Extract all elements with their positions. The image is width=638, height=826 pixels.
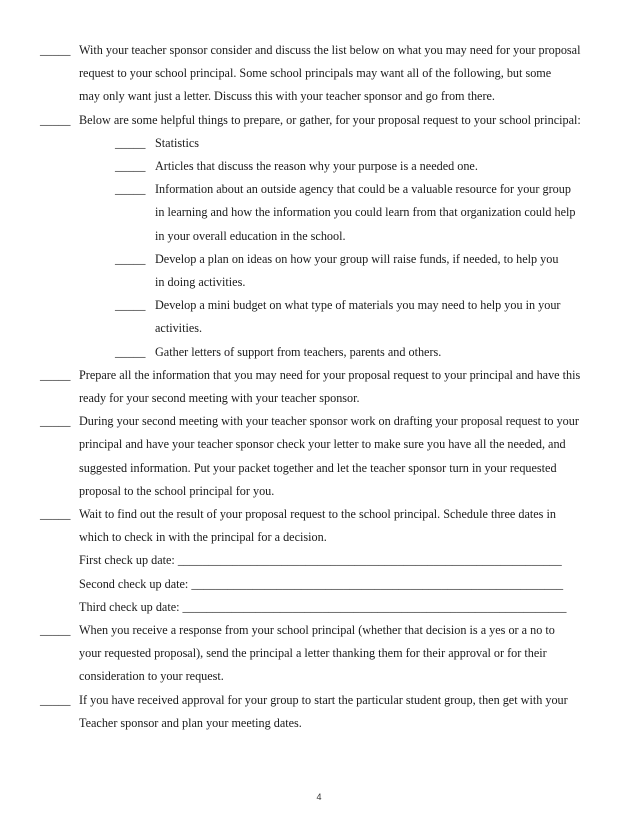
- checklist-item-text: request to your school principal. Some school principals may want all of the following, but some: [79, 66, 552, 81]
- subitem-blank: _____: [115, 159, 146, 173]
- checklist-item-text: may only want just a letter. Discuss this with your teacher sponsor and go from there.: [79, 89, 495, 104]
- checklist-item-text: First check up date: _______________________________________________________________: [79, 553, 562, 568]
- subitem-blank: _____: [115, 298, 146, 313]
- checklist-item-text: your requested proposal), send the principal a letter thanking them for their approval or for their: [79, 646, 547, 661]
- checklist-item-text: Below are some helpful things to prepare, or gather, for your proposal request to your school principal:: [79, 112, 581, 127]
- checklist-item-blank: _____: [40, 367, 71, 382]
- checklist-item-text: proposal to the school principal for you.: [79, 483, 275, 498]
- checklist-item-blank: _____: [40, 507, 71, 521]
- checklist-item-blank: _____: [40, 43, 71, 57]
- checklist-item-text: Third check up date: _______________________________________________________________: [79, 599, 567, 614]
- checklist-item-blank: _____: [40, 623, 71, 637]
- subitem-text: in learning and how the information you could learn from that organization could help: [155, 205, 576, 220]
- checklist-item-text: Teacher sponsor and plan your meeting dates.: [79, 715, 302, 730]
- subitem-blank: _____: [115, 344, 146, 359]
- checklist-item-text: Second check up date: _____________________________________________________________: [79, 576, 564, 591]
- subitem-text: in your overall education in the school.: [155, 228, 346, 243]
- checklist-item-text: which to check in with the principal for a decision.: [79, 530, 327, 545]
- subitem-text: Gather letters of support from teachers, parents and others.: [155, 344, 442, 359]
- checklist-item-blank: _____: [40, 112, 71, 127]
- subitem-text: activities.: [155, 321, 203, 336]
- checklist-item-text: consideration to your request.: [79, 669, 224, 684]
- checklist-item-text: Prepare all the information that you may need for your proposal request to your principal and have this: [79, 367, 581, 382]
- checklist-item-text: suggested information. Put your packet together and let the teacher sponsor turn in your requested: [79, 460, 557, 475]
- subitem-blank: _____: [115, 135, 146, 150]
- subitem-text: in doing activities.: [155, 275, 246, 289]
- page-number: 4: [316, 792, 322, 802]
- checklist-item-text: When you receive a response from your school principal (whether that decision is a yes or a no to: [79, 623, 555, 637]
- checklist-item-blank: _____: [40, 414, 71, 429]
- checklist-item-text: principal and have your teacher sponsor check your letter to make sure you have all the needed, and: [79, 437, 566, 452]
- checklist-item-text: Wait to find out the result of your proposal request to the school principal. Schedule three dates in: [79, 507, 556, 521]
- subitem-text: Develop a plan on ideas on how your group will raise funds, if needed, to help you: [155, 251, 559, 266]
- checklist-item-text: During your second meeting with your teacher sponsor work on drafting your proposal request to your: [79, 414, 579, 429]
- subitem-text: Statistics: [155, 135, 200, 150]
- checklist-item-blank: _____: [40, 692, 71, 707]
- checklist-item-text: ready for your second meeting with your teacher sponsor.: [79, 391, 360, 405]
- subitem-text: Develop a mini budget on what type of materials you may need to help you in your: [155, 298, 561, 313]
- subitem-blank: _____: [115, 182, 146, 197]
- checklist-item-text: With your teacher sponsor consider and discuss the list below on what you may need for your proposal: [79, 43, 581, 57]
- checklist-item-text: If you have received approval for your group to start the particular student group, then get with your: [79, 692, 568, 707]
- subitem-text: Information about an outside agency that could be a valuable resource for your group: [155, 182, 571, 197]
- subitem-text: Articles that discuss the reason why your purpose is a needed one.: [155, 159, 478, 173]
- subitem-blank: _____: [115, 251, 146, 266]
